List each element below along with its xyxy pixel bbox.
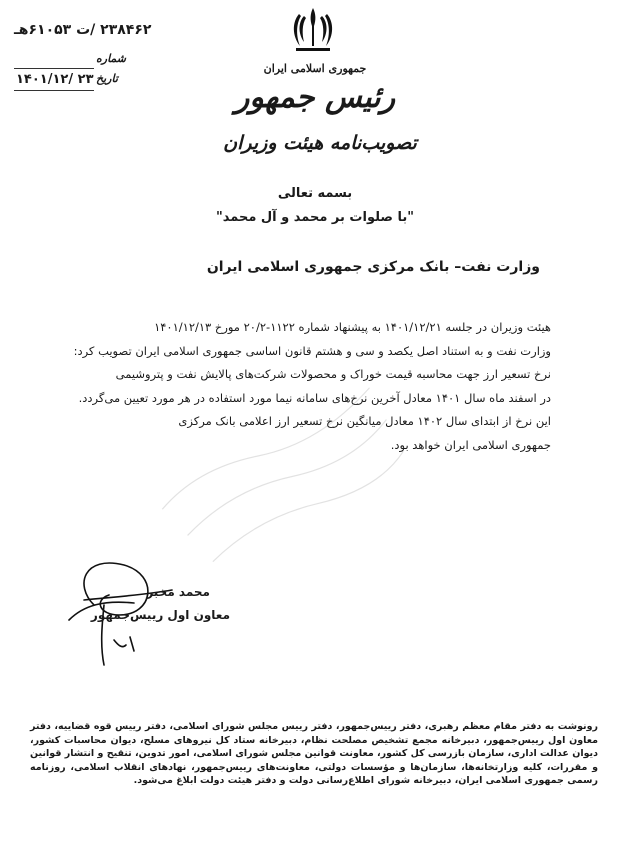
reference-date-underline	[14, 90, 94, 91]
president-title: رئیس جمهور	[234, 80, 396, 115]
body-line: هیئت وزیران در جلسه ۱۴۰۱/۱۲/۲۱ به پیشنهاد شماره ۱۱۲۲-۲۰/۲ مورخ ۱۴۰۱/۱۲/۱۳	[154, 320, 551, 334]
council-decree-title: تصویب‌نامه هیئت وزیران	[223, 132, 417, 154]
salawat: "با صلوات بر محمد و آل محمد"	[215, 210, 415, 225]
country-name: جمهوری اسلامی ایران	[263, 62, 367, 75]
reference-date-label: تاریخ	[96, 72, 118, 85]
reference-date: ۱۴۰۱/۱۲/ ۲۳	[16, 72, 94, 87]
body-line: جمهوری اسلامی ایران خواهد بود.	[390, 437, 551, 452]
signer-title: معاون اول رییس‌جمهور	[90, 608, 230, 622]
body-line: نرخ تسعیر ارز جهت محاسبه قیمت خوراک و محصولات شرکت‌های پالایش نفت و پتروشیمی	[115, 367, 551, 381]
body-line: در اسفند ماه سال ۱۴۰۱ معادل آخرین نرخ‌های سامانه نیما مورد استفاده در هر مورد تعیین می‌گردد.	[78, 390, 551, 405]
signer-name: محمد مخبر	[146, 585, 210, 599]
reference-number-underline	[14, 68, 94, 69]
reference-number: ۲۳۸۴۶۲ /ت ۶۱۰۵۳هـ	[14, 22, 152, 38]
bismillah: بسمه تعالی	[277, 186, 353, 201]
recipient-line: وزارت نفت– بانک مرکزی جمهوری اسلامی ایران	[206, 259, 540, 275]
reference-number-label: شماره	[96, 52, 127, 65]
body-line: این نرخ از ابتدای سال ۱۴۰۲ معادل میانگین نرخ تسعیر ارز اعلامی بانک مرکزی	[178, 414, 551, 428]
copy-distribution: رونوشت به دفتر مقام معظم رهبری، دفتر رییس‌جمهور، دفتر رییس مجلس شورای اسلامی، دفتر رییس قوه قضاییه، دفتر معاون اول رییس‌جمهور، دبیرخانه مجمع تشخیص مصلحت نظام، دبیرخانه ستاد کل نیروهای مسلح، دیوان محاسبات کشور، دیوان عدالت اداری، سازمان بازرسی کل کشور، معاونت قوانین مجلس شورای اسلامی، امور تدوین، تنقیح و انتشار قوانین و مقررات، کلیه وزارتخانه‌ها، سازمان‌ها و مؤسسات دولتی، معاونت‌های رییس‌جمهور، نهادهای انقلاب اسلامی، روزنامه رسمی جمهوری اسلامی ایران، دبیرخانه شورای اطلاع‌رسانی دولت و دفتر هیئت دولت ابلاغ می‌شود.	[30, 721, 598, 786]
iran-emblem-icon	[290, 6, 336, 54]
body-line: وزارت نفت و به استناد اصل یکصد و سی و هشتم قانون اساسی جمهوری اسلامی ایران تصویب کرد:	[73, 343, 551, 358]
